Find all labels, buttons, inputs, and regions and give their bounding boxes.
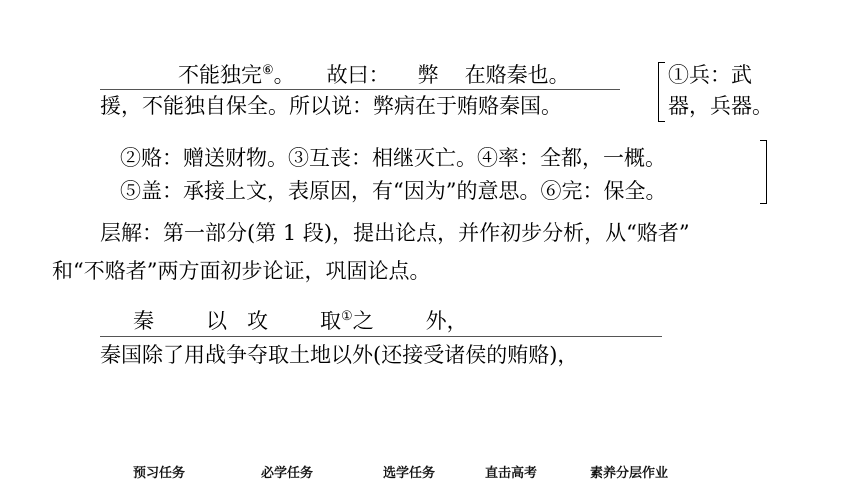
note-line-2: ⑤盖：承接上文，表原因，有“因为”的意思。⑥完：保全。 (120, 179, 667, 203)
translation-line-2: 秦国除了用战争夺取土地以外(还接受诸侯的贿赂)， (100, 343, 579, 367)
footnote-marker: ⑥ (262, 63, 274, 78)
right-bracket (760, 140, 767, 204)
left-bracket (658, 62, 665, 122)
note-line-1: ②赂：赠送财物。③互丧：相继灭亡。④率：全都，一概。 (120, 146, 666, 170)
original-word: 外， (425, 309, 468, 333)
side-note-line-1: ①兵：武 (668, 63, 752, 87)
original-word: 秦 (133, 309, 154, 333)
footnote-marker: ① (341, 309, 353, 324)
nav-layered-homework[interactable]: 素养分层作业 (590, 466, 669, 481)
original-word: 之 (352, 309, 374, 333)
analysis-line-1: 层解：第一部分(第 1 段)，提出论点，并作初步分析，从“赂者” (100, 221, 690, 245)
original-phrase-punct: 。 (273, 63, 295, 87)
original-word: 攻 (247, 309, 268, 333)
original-word: 取 (320, 309, 341, 333)
nav-elective-task[interactable]: 选学任务 (383, 466, 436, 481)
original-phrase: 在赂秦也。 (464, 63, 570, 87)
original-phrase: 故曰： (326, 63, 390, 87)
divider-rule (100, 89, 620, 90)
translation-line-1: 援，不能独自保全。所以说：弊病在于贿赂秦国。 (100, 94, 562, 118)
original-text-line-2 (133, 308, 468, 334)
side-note-line-2: 器，兵器。 (668, 94, 773, 118)
analysis-line-2: 和“不赂者”两方面初步论证，巩固论点。 (52, 259, 431, 283)
nav-exam-focus[interactable]: 直击高考 (485, 466, 538, 481)
original-text-line-1 (178, 62, 570, 88)
original-phrase: 不能独完 (178, 63, 262, 87)
nav-required-task[interactable]: 必学任务 (261, 466, 314, 481)
original-word: 弊 (417, 63, 439, 87)
original-word: 以 (206, 309, 227, 333)
divider-rule (100, 336, 662, 337)
nav-preview-task[interactable]: 预习任务 (133, 466, 186, 481)
